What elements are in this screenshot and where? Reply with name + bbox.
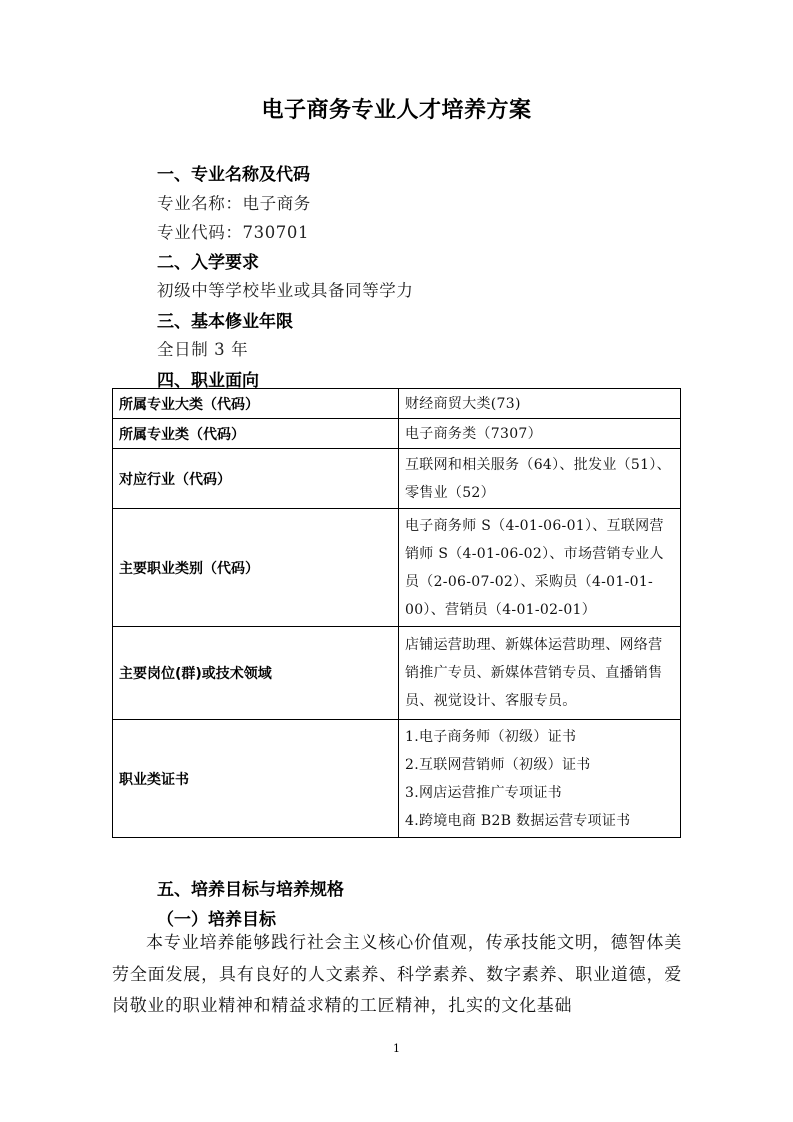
certificate-item: 1.电子商务师（初级）证书 bbox=[405, 728, 577, 745]
table-row bbox=[113, 627, 681, 720]
certificate-list bbox=[399, 720, 681, 838]
row-label: 对应行业（代码） bbox=[113, 449, 399, 509]
career-table bbox=[112, 388, 681, 838]
section-5-heading: 五、培养目标与培养规格 bbox=[157, 880, 344, 900]
table-row bbox=[113, 509, 681, 627]
row-value: 财经商贸大类(73) bbox=[399, 389, 681, 419]
row-label: 所属专业类（代码） bbox=[113, 419, 399, 449]
row-value: 店铺运营助理、新媒体运营助理、网络营销推广专员、新媒体营销专员、直播销售员、视觉设计、客服专员。 bbox=[399, 627, 681, 720]
row-label: 主要职业类别（代码） bbox=[113, 509, 399, 627]
document-title: 电子商务专业人才培养方案 bbox=[261, 97, 532, 123]
page-number: 1 bbox=[393, 1042, 400, 1055]
section-1-heading: 一、专业名称及代码 bbox=[157, 165, 310, 185]
certificate-item: 4.跨境电商 B2B 数据运营专项证书 bbox=[405, 812, 631, 829]
section-3-heading: 三、基本修业年限 bbox=[157, 312, 293, 332]
row-label: 职业类证书 bbox=[113, 720, 399, 838]
certificate-item: 2.互联网营销师（初级）证书 bbox=[405, 756, 591, 773]
table-row bbox=[113, 389, 681, 419]
subsection-heading: （一）培养目标 bbox=[157, 910, 276, 930]
certificate-item: 3.网店运营推广专项证书 bbox=[405, 784, 562, 801]
table-row bbox=[113, 720, 681, 838]
row-label: 所属专业大类（代码） bbox=[113, 389, 399, 419]
duration-text: 全日制 3 年 bbox=[157, 340, 249, 359]
training-goal-paragraph: 本专业培养能够践行社会主义核心价值观，传承技能文明，德智体美劳全面发展，具有良好的人文素养、科学素养、数字素养、职业道德，爱岗敬业的职业精神和精益求精的工匠精神，扎实的文化基础 bbox=[112, 933, 682, 1016]
row-value: 互联网和相关服务（64）、批发业（51）、零售业（52） bbox=[399, 449, 681, 509]
row-label: 主要岗位(群)或技术领域 bbox=[113, 627, 399, 720]
admission-text: 初级中等学校毕业或具备同等学力 bbox=[157, 281, 414, 300]
row-value: 电子商务类（7307） bbox=[399, 419, 681, 449]
table-row bbox=[113, 449, 681, 509]
major-code-line: 专业代码：730701 bbox=[157, 223, 310, 242]
table-row bbox=[113, 419, 681, 449]
major-name-line: 专业名称：电子商务 bbox=[157, 194, 311, 213]
section-2-heading: 二、入学要求 bbox=[157, 253, 259, 273]
row-value: 电子商务师 S（4-01-06-01）、互联网营销师 S（4-01-06-02）、市场营销专业人员（2-06-07-02）、采购员（4-01-01-00）、营销员（4-01-02-01） bbox=[399, 509, 681, 627]
section-4-heading: 四、职业面向 bbox=[157, 371, 259, 391]
